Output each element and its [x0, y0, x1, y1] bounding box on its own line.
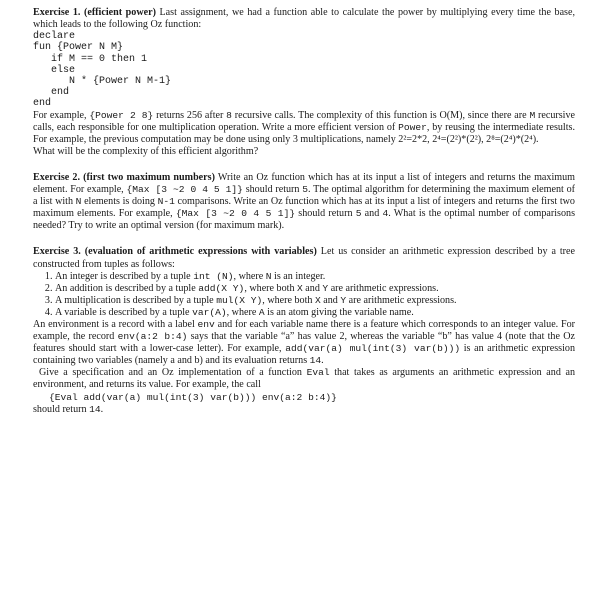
power-code-block: declare fun {Power N M} if M == 0 then 1 else N * {Power N M-1} end end — [33, 31, 172, 110]
inline-code: A — [258, 306, 265, 318]
list-item — [55, 295, 575, 307]
inline-code: Power — [398, 121, 427, 133]
expression-rules-list — [33, 271, 575, 319]
text-run: An integer is described by a tuple — [55, 270, 194, 282]
inline-code: Y — [340, 294, 347, 306]
text-run: , by reusing the intermediate results. For example, the previous computation may be done using only 3 multiplications, namely 2²=2*2, 2⁴=(2²)*(2²), 2⁸=(2⁴)*(2⁴). — [33, 121, 575, 145]
inline-code: Y — [322, 282, 329, 294]
text-run: Give a specification and an Oz implementation of a function — [39, 367, 307, 379]
inline-code: var(A) — [192, 306, 227, 318]
text-run: Write an Oz function which has at its input a list of integers and returns the maximum element. For example, — [33, 171, 575, 196]
text-run: An environment is a record with a label — [33, 319, 198, 331]
text-run: are arithmetic expressions. — [328, 282, 439, 294]
text-run: . What is the optimal number of comparisons needed? Try to write an optimal version (for maximum mark). — [33, 208, 575, 232]
text-run: and — [302, 282, 323, 294]
inline-code: 4 — [382, 208, 389, 220]
text-run: , where — [233, 270, 266, 282]
exercise-3-title: Exercise 3. (evaluation of arithmetic expressions with variables) — [33, 246, 317, 258]
inline-code: {Power 2 8} — [89, 109, 154, 121]
inline-code: {Max [3 ~2 0 4 5 1]} — [175, 208, 296, 220]
text-run: A multiplication is described by a tuple — [55, 294, 217, 306]
text-run: comparisons. Write an Oz function which has at its input a list of integers and returns the first two maximum elements. For example, — [33, 196, 575, 220]
text-run: For example, — [33, 109, 90, 121]
inline-code: add(var(a) mul(int(3) var(b))) — [285, 343, 461, 355]
text-run: are arithmetic expressions. — [346, 294, 457, 306]
inline-code: X — [314, 294, 321, 306]
text-run: An addition is described by a tuple — [55, 282, 199, 294]
inline-code: env(a:2 b:4) — [117, 331, 188, 343]
text-run: . — [100, 403, 104, 415]
exercise-1-title: Exercise 1. (efficient power) — [33, 7, 156, 18]
inline-code: M — [529, 109, 536, 121]
exercise-1-body — [33, 110, 575, 146]
text-run: and — [320, 294, 341, 306]
text-run: . The optimal algorithm for determining the maximum element of a list with — [33, 184, 575, 208]
text-run: and — [361, 208, 383, 220]
expected-result — [33, 404, 575, 416]
inline-code: Eval — [306, 367, 330, 379]
inline-code: N-1 — [157, 196, 175, 208]
task-paragraph — [33, 367, 575, 391]
inline-code: 5 — [302, 184, 308, 196]
text-run: elements is doing — [81, 196, 158, 208]
inline-code: N — [265, 270, 272, 282]
text-run: recursive calls, each responsible for one multiplication operation. Write a more efficient version of — [33, 109, 575, 133]
text-run: should return — [295, 208, 356, 220]
inline-code: int (N) — [193, 270, 234, 282]
exercise-2-title: Exercise 2. (first two maximum numbers) — [33, 171, 215, 183]
text-run: is an integer. — [271, 270, 326, 282]
exercise-2-body — [33, 172, 575, 232]
inline-code: mul(X Y) — [216, 294, 263, 306]
inline-code: 14 — [309, 355, 322, 367]
text-run: is an atom giving the variable name. — [264, 306, 414, 318]
inline-code: {Max [3 ~2 0 4 5 1]} — [126, 184, 243, 196]
inline-code: 14 — [89, 403, 101, 415]
text-run: Last assignment, we had a function able to calculate the power by multiplying every time the base, which leads to the following Oz function: — [33, 7, 575, 31]
inline-code: 5 — [355, 208, 362, 220]
text-run: , where both — [262, 294, 315, 306]
exercise-1-intro — [33, 7, 575, 31]
exercise-3 — [33, 246, 575, 415]
text-run: is an arithmetic expression containing two variables (namely a and b) and its evaluation returns — [33, 343, 575, 367]
inline-code: 8 — [226, 109, 232, 121]
text-run: , where both — [244, 282, 298, 294]
list-item — [55, 283, 575, 295]
text-run: recursive calls. The complexity of this function is O(M), since there are — [231, 109, 530, 121]
text-run: , where — [226, 306, 259, 318]
exercise-1 — [33, 7, 575, 158]
environment-paragraph — [33, 319, 575, 367]
exercise-2 — [33, 172, 575, 232]
exercise-1-question: What will be the complexity of this efficient algorithm? — [33, 145, 259, 157]
text-run: Let us consider an arithmetic expression described by a tree constructed from tuples as follows: — [33, 246, 576, 270]
text-run: returns 256 after — [153, 109, 227, 121]
text-run: A variable is described by a tuple — [55, 306, 193, 318]
text-run: that takes as arguments an arithmetic expression and an environment, and returns its value. For example, the call — [33, 367, 576, 391]
document-page — [33, 7, 575, 416]
text-run: and for each variable name there is a feature which corresponds to an integer value. For example, the record — [33, 319, 575, 343]
exercise-3-intro — [33, 246, 575, 270]
list-item — [55, 307, 575, 319]
text-run: . — [321, 355, 324, 367]
text-run: should return — [33, 403, 90, 415]
list-item — [55, 271, 575, 283]
inline-code: N — [75, 196, 82, 208]
text-run: says that the variable “a” has value 2, whereas the variable “b” has value 4 (note that the Oz features should start with a lower-case letter). For example, — [33, 331, 575, 355]
text-run: should return — [242, 184, 303, 196]
inline-code: X — [297, 282, 303, 294]
eval-call-example: {Eval add(var(a) mul(int(3) var(b))) env(a:2 b:4)} — [49, 391, 337, 403]
inline-code: env — [197, 319, 215, 331]
inline-code: add(X Y) — [198, 282, 245, 294]
